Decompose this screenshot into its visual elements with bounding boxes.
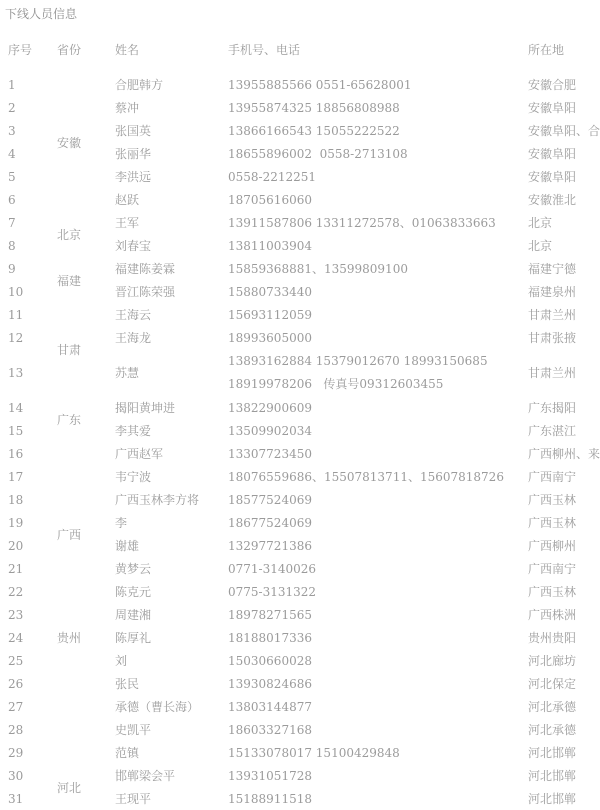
cell-no: 1 [8,77,16,92]
cell-name: 王军 [115,216,140,230]
cell-name: 刘春宝 [115,239,152,253]
cell-location: 广西柳州 [528,539,577,553]
cell-name: 张丽华 [115,147,152,161]
cell-phone: 13930824686 [228,676,312,691]
cell-phone: 18993605000 [228,330,312,345]
cell-no: 27 [8,699,24,714]
cell-phone: 18677524069 [228,515,312,530]
cell-phone: 18188017336 [228,630,312,645]
cell-name: 王海云 [115,308,152,322]
cell-name: 李洪远 [115,170,152,184]
cell-province: 福建 [57,273,82,288]
cell-phone: 15030660028 [228,653,312,668]
cell-phone: 18603327168 [228,722,312,737]
cell-name: 福建陈姜霖 [115,262,176,276]
cell-no: 13 [8,365,24,380]
cell-location: 甘肃兰州 [528,366,577,380]
cell-no: 31 [8,791,24,806]
cell-phone: 18577524069 [228,492,312,507]
cell-no: 8 [8,238,16,253]
table-row [0,303,600,326]
cell-no: 11 [8,307,24,322]
cell-location: 福建泉州 [528,285,577,299]
table-row [0,442,600,465]
cell-province: 河北 [57,781,82,795]
cell-name: 晋江陈荣强 [115,285,176,299]
cell-name: 刘 [115,654,128,668]
cell-location: 广西南宁 [528,562,577,576]
cell-no: 14 [8,400,24,415]
table-body [0,73,600,810]
cell-name: 韦宁波 [115,470,152,484]
cell-name: 张民 [115,677,140,691]
cell-name: 赵跃 [115,193,140,207]
cell-location: 北京 [528,216,553,230]
cell-phone: 13931051728 [228,768,312,783]
cell-no: 18 [8,492,24,507]
column-header-no: 序号 [8,43,33,57]
cell-phone: 13955885566 0551-65628001 [228,77,412,92]
personnel-table [0,36,600,810]
cell-location: 安徽阜阳、合 [528,124,600,138]
table-row [0,649,600,672]
cell-phone: 0775-3131322 [228,584,317,599]
cell-name: 承德（曹长海） [115,700,200,714]
cell-province: 北京 [57,227,82,242]
cell-no: 3 [8,123,16,138]
cell-no: 26 [8,676,24,691]
cell-location: 河北邯郸 [528,769,577,783]
cell-location: 安徽淮北 [528,193,577,207]
table-row [0,73,600,96]
cell-name: 邯郸梁会平 [115,769,176,783]
cell-no: 21 [8,561,24,576]
cell-location: 河北保定 [528,677,577,691]
cell-phone: 18655896002 0558-2713108 [228,146,408,161]
cell-location: 安徽阜阳 [528,170,577,184]
cell-phone: 13955874325 18856808988 [228,100,400,115]
cell-name: 揭阳黄坤进 [115,401,176,415]
cell-name: 王现平 [115,792,152,806]
cell-no: 22 [8,584,24,599]
cell-no: 7 [8,215,16,230]
cell-location: 广西玉林 [528,585,577,599]
cell-no: 24 [8,630,24,645]
cell-phone: 13911587806 13311272578、01063833663 [228,216,496,230]
cell-phone: 13509902034 [228,423,312,438]
cell-no: 16 [8,446,24,461]
column-header-phone: 手机号、电话 [228,43,301,57]
cell-no: 17 [8,469,24,484]
cell-location: 广西柳州、来 [528,447,600,461]
cell-no: 9 [8,261,16,276]
cell-location: 安徽阜阳 [528,101,577,115]
cell-name: 周建湘 [115,608,152,622]
cell-province: 贵州 [57,631,82,645]
cell-no: 15 [8,423,24,438]
cell-phone: 13297721386 [228,538,312,553]
cell-location: 河北邯郸 [528,792,577,806]
cell-phone: 15880733440 [228,284,312,299]
cell-location: 福建宁德 [528,262,577,276]
table-header [0,36,600,73]
cell-no: 19 [8,515,24,530]
table-row [0,396,600,419]
cell-phone: 0558-2212251 [228,169,317,184]
cell-phone: 0771-3140026 [228,561,317,576]
cell-location: 广西南宁 [528,470,577,484]
cell-location: 安徽阜阳 [528,147,577,161]
cell-province: 安徽 [57,135,82,150]
cell-location: 安徽合肥 [528,78,577,92]
cell-location: 河北承德 [528,700,577,714]
cell-location: 河北邯郸 [528,746,577,760]
cell-phone: 13811003904 [228,238,312,253]
cell-no: 4 [8,146,16,161]
cell-phone: 13822900609 [228,400,312,415]
cell-location: 河北廊坊 [528,654,577,668]
cell-phone: 13803144877 [228,699,312,714]
cell-no: 23 [8,607,24,622]
table-row [0,626,600,649]
cell-name: 合肥韩方 [115,78,164,92]
cell-phone: 15859368881、13599809100 [228,262,408,276]
cell-name: 李 [115,516,128,530]
cell-no: 5 [8,169,16,184]
cell-phone: 18076559686、15507813711、15607818726 [228,470,504,484]
table-row [0,257,600,280]
page-title: 下线人员信息 [5,7,78,21]
cell-name: 陈克元 [115,585,152,599]
column-header-province: 省份 [57,43,82,57]
cell-no: 25 [8,653,24,668]
cell-name: 王海龙 [115,331,152,345]
cell-province: 广西 [57,527,82,542]
cell-name: 蔡冲 [115,101,140,115]
cell-no: 6 [8,192,16,207]
cell-name: 陈厚礼 [115,631,152,645]
cell-name: 张国英 [115,124,152,138]
cell-phone: 15693112059 [228,307,312,322]
cell-no: 30 [8,768,24,783]
cell-phone: 15188911518 [228,791,312,806]
cell-phone: 13893162884 15379012670 18993150685 18919978206 传真号09312603455 [228,353,488,391]
cell-no: 20 [8,538,24,553]
cell-name: 史凯平 [115,723,152,737]
cell-phone: 18978271565 [228,607,312,622]
cell-name: 苏慧 [115,366,140,380]
cell-no: 12 [8,330,24,345]
cell-no: 10 [8,284,24,299]
cell-phone: 13866166543 15055222522 [228,123,400,138]
header-row [0,36,600,73]
cell-name: 广西玉林李方将 [115,493,200,507]
column-header-location: 所在地 [528,43,565,57]
cell-name: 广西赵军 [115,447,164,461]
cell-location: 北京 [528,239,553,253]
cell-name: 李其爱 [115,424,152,438]
cell-phone: 13307723450 [228,446,312,461]
cell-location: 甘肃兰州 [528,308,577,322]
table-row [0,211,600,234]
cell-phone: 18705616060 [228,192,312,207]
cell-location: 广西玉林 [528,516,577,530]
cell-name: 黄梦云 [115,562,152,576]
cell-location: 贵州贵阳 [528,631,577,645]
cell-phone: 15133078017 15100429848 [228,745,400,760]
cell-location: 河北承德 [528,723,577,737]
cell-location: 广东湛江 [528,424,577,438]
cell-no: 28 [8,722,24,737]
cell-no: 2 [8,100,16,115]
cell-name: 范镇 [115,746,140,760]
cell-no: 29 [8,745,24,760]
cell-location: 甘肃张掖 [528,331,577,345]
cell-province: 广东 [57,412,82,427]
cell-location: 广东揭阳 [528,401,577,415]
cell-name: 谢雄 [115,539,140,553]
column-header-name: 姓名 [115,43,140,57]
cell-location: 广西玉林 [528,493,577,507]
cell-province: 甘肃 [57,343,82,357]
cell-location: 广西株洲 [528,608,577,622]
